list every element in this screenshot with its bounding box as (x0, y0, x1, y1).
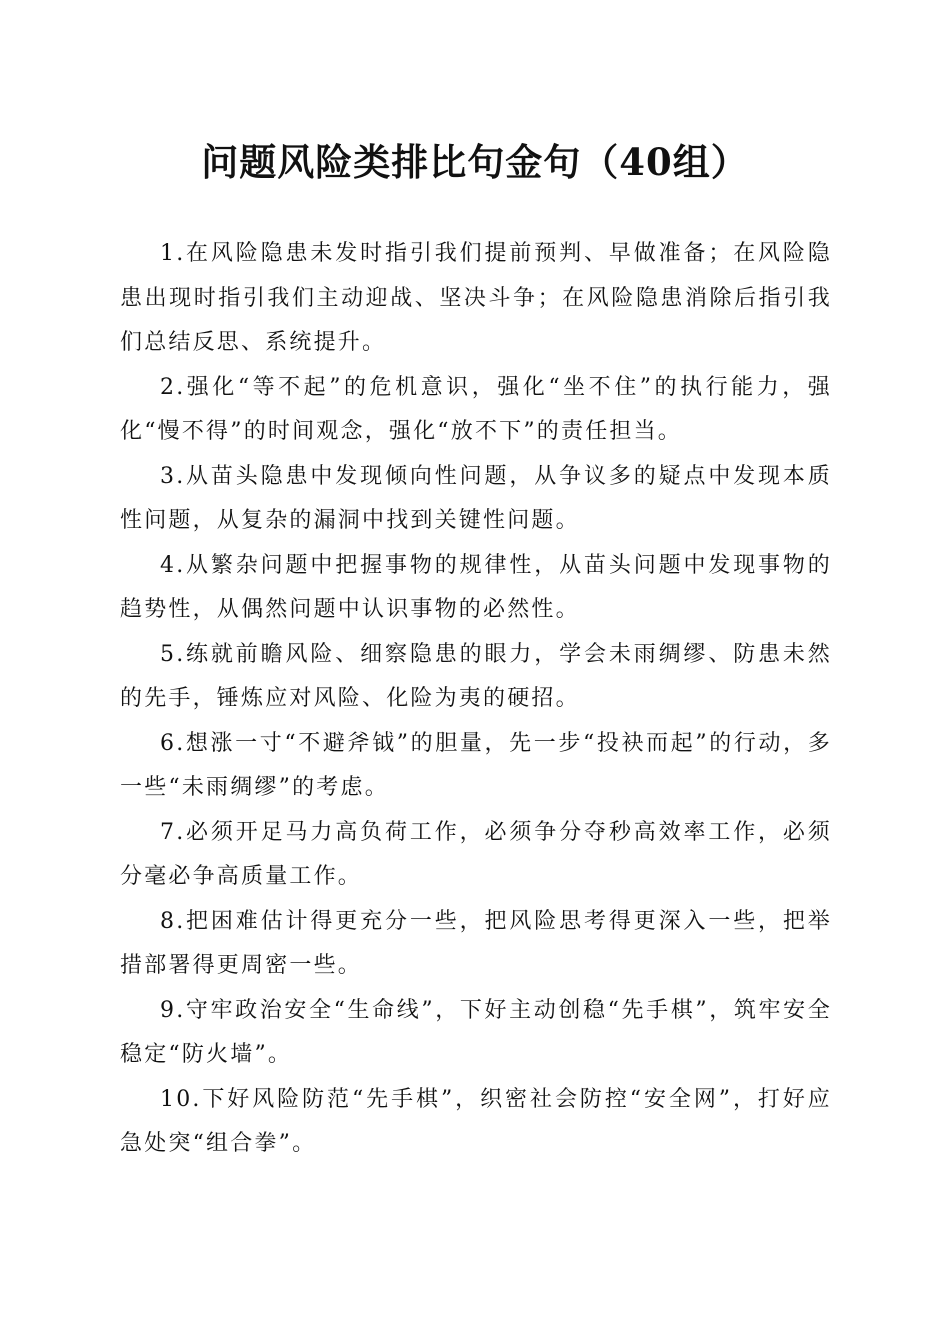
list-item: 3.从苗头隐患中发现倾向性问题，从争议多的疑点中发现本质性问题，从复杂的漏洞中找到关键性问题。 (120, 463, 832, 533)
list-item: 9.守牢政治安全“生命线”，下好主动创稳“先手棋”，筑牢安全稳定“防火墙”。 (120, 997, 832, 1067)
sentence-list (120, 232, 832, 1167)
list-item: 5.练就前瞻风险、细察隐患的眼力，学会未雨绸缪、防患未然的先手，锤炼应对风险、化险为夷的硬招。 (120, 641, 832, 711)
list-item: 2.强化“等不起”的危机意识，强化“坐不住”的执行能力，强化“慢不得”的时间观念，强化“放不下”的责任担当。 (120, 374, 832, 444)
list-item: 10.下好风险防范“先手棋”，织密社会防控“安全网”，打好应急处突“组合拳”。 (120, 1086, 832, 1156)
list-item: 6.想涨一寸“不避斧钺”的胆量，先一步“投袂而起”的行动，多一些“未雨绸缪”的考虑。 (120, 730, 832, 800)
list-item: 4.从繁杂问题中把握事物的规律性，从苗头问题中发现事物的趋势性，从偶然问题中认识事物的必然性。 (120, 552, 832, 622)
list-item: 1.在风险隐患未发时指引我们提前预判、早做准备；在风险隐患出现时指引我们主动迎战、坚决斗争；在风险隐患消除后指引我们总结反思、系统提升。 (120, 241, 832, 355)
page-title: 问题风险类排比句金句（40组） (201, 140, 749, 184)
list-item: 8.把困难估计得更充分一些，把风险思考得更深入一些，把举措部署得更周密一些。 (120, 908, 832, 978)
list-item: 7.必须开足马力高负荷工作，必须争分夺秒高效率工作，必须分毫必争高质量工作。 (120, 819, 832, 889)
